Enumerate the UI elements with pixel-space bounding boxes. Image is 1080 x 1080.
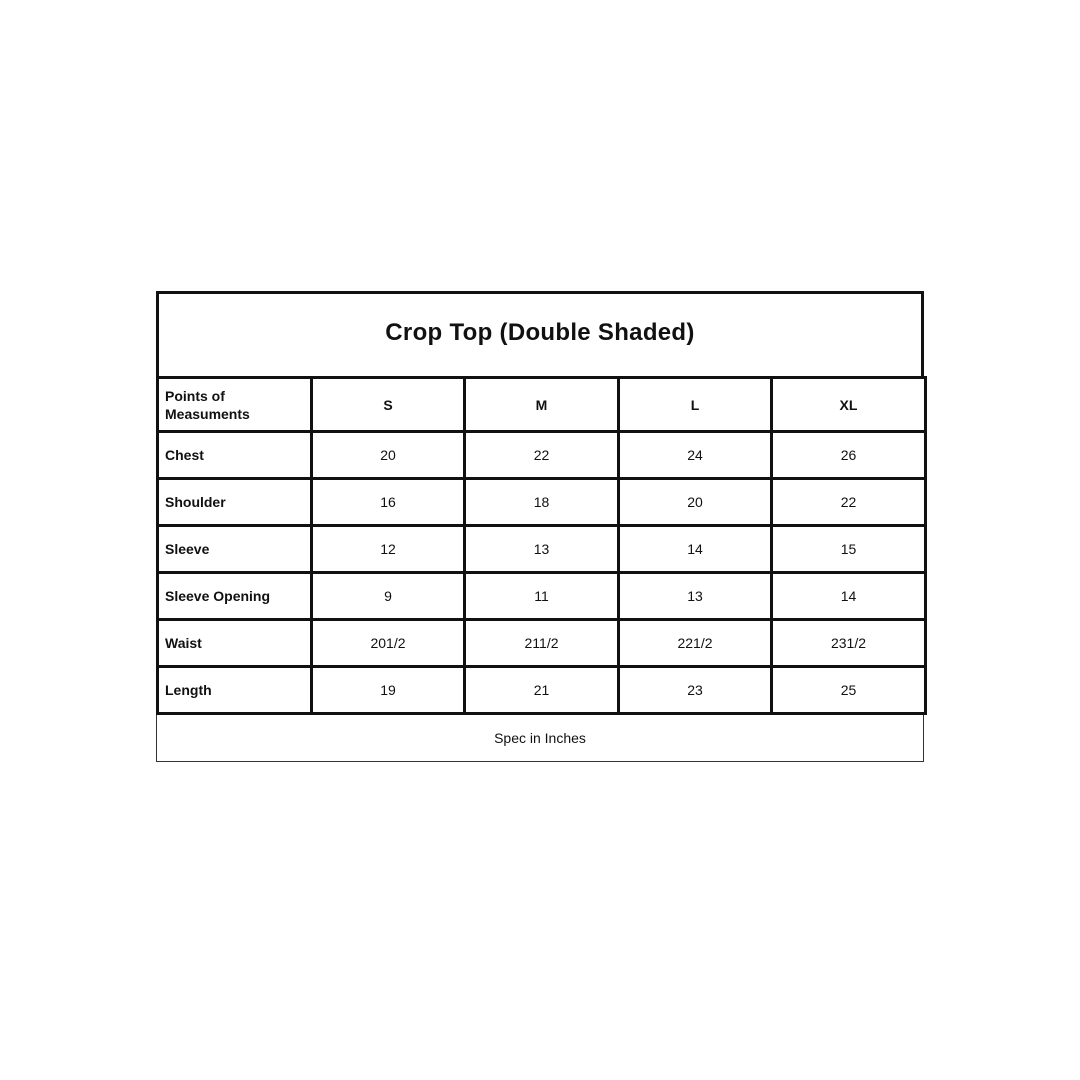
row-label: Sleeve [158, 526, 312, 573]
table-cell: 14 [619, 526, 772, 573]
table-cell: 211/2 [465, 620, 619, 667]
table-cell: 16 [312, 479, 465, 526]
table-cell: 22 [465, 432, 619, 479]
table-cell: 20 [619, 479, 772, 526]
spec-units-note: Spec in Inches [156, 715, 924, 762]
table-cell: 12 [312, 526, 465, 573]
header-row [158, 378, 926, 432]
table-cell: 13 [619, 573, 772, 620]
table-row [158, 526, 926, 573]
table-row [158, 620, 926, 667]
table-cell: 14 [772, 573, 926, 620]
table-row [158, 432, 926, 479]
table-cell: 201/2 [312, 620, 465, 667]
table-cell: 24 [619, 432, 772, 479]
table-cell: 18 [465, 479, 619, 526]
size-header-m: M [465, 378, 619, 432]
size-chart [156, 291, 924, 762]
table-cell: 20 [312, 432, 465, 479]
table-row [158, 479, 926, 526]
row-label: Waist [158, 620, 312, 667]
row-label: Chest [158, 432, 312, 479]
row-label: Shoulder [158, 479, 312, 526]
table-cell: 25 [772, 667, 926, 714]
row-label: Sleeve Opening [158, 573, 312, 620]
size-header-xl: XL [772, 378, 926, 432]
table-cell: 19 [312, 667, 465, 714]
table-cell: 11 [465, 573, 619, 620]
table-cell: 21 [465, 667, 619, 714]
table-row [158, 667, 926, 714]
table-cell: 22 [772, 479, 926, 526]
table-cell: 23 [619, 667, 772, 714]
size-header-l: L [619, 378, 772, 432]
table-row [158, 573, 926, 620]
table-cell: 231/2 [772, 620, 926, 667]
table-cell: 15 [772, 526, 926, 573]
size-header-s: S [312, 378, 465, 432]
chart-title: Crop Top (Double Shaded) [385, 319, 695, 346]
spec-table [156, 376, 927, 715]
points-of-measurement-header: Points of Measuments [158, 378, 312, 432]
title-box [156, 291, 924, 376]
table-cell: 13 [465, 526, 619, 573]
row-label: Length [158, 667, 312, 714]
table-cell: 9 [312, 573, 465, 620]
table-cell: 221/2 [619, 620, 772, 667]
table-cell: 26 [772, 432, 926, 479]
